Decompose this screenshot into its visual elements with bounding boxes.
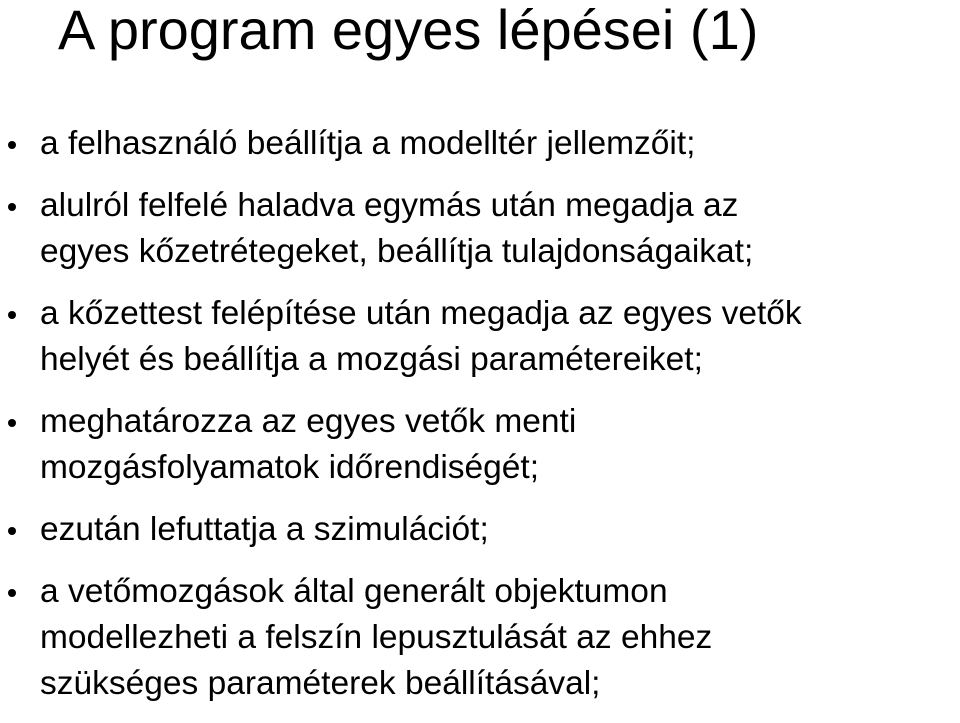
bullet-dot-icon (8, 141, 16, 149)
bullet-text-line: mozgásfolyamatok időrendiségét; (40, 449, 540, 486)
bullet-dot-icon (8, 203, 16, 211)
bullet-dot-icon (8, 311, 16, 319)
bullet-dot-icon (8, 527, 16, 535)
bullet-text-line: helyét és beállítja a mozgási paramétereiket; (40, 341, 703, 378)
bullet-item (0, 291, 960, 383)
bullet-text-line: meghatározza az egyes vetők menti (40, 403, 577, 440)
bullet-list (0, 121, 960, 723)
bullet-dot-icon (8, 589, 16, 597)
bullet-item (0, 399, 960, 491)
bullet-text-line: modellezheti a felszín lepusztulását az ehhez (40, 619, 713, 656)
bullet-text-line: a kőzettest felépítése után megadja az egyes vetők (40, 295, 802, 332)
bullet-item (0, 121, 960, 167)
bullet-text-line: ezután lefuttatja a szimulációt; (40, 511, 489, 548)
bullet-dot-icon (8, 419, 16, 427)
bullet-text-line: alulról felfelé haladva egymás után megadja az (40, 187, 739, 224)
bullet-text-line: egyes kőzetrétegeket, beállítja tulajdonságaikat; (40, 233, 754, 270)
bullet-text-line: szükséges paraméterek beállításával; (40, 665, 601, 702)
slide-title: A program egyes lépései (1) (58, 0, 759, 61)
bullet-text-line: a vetőmozgások által generált objektumon (40, 573, 668, 610)
bullet-item (0, 507, 960, 553)
bullet-item (0, 569, 960, 707)
bullet-text-line: a felhasználó beállítja a modelltér jellemzőit; (40, 125, 696, 162)
bullet-item (0, 183, 960, 275)
